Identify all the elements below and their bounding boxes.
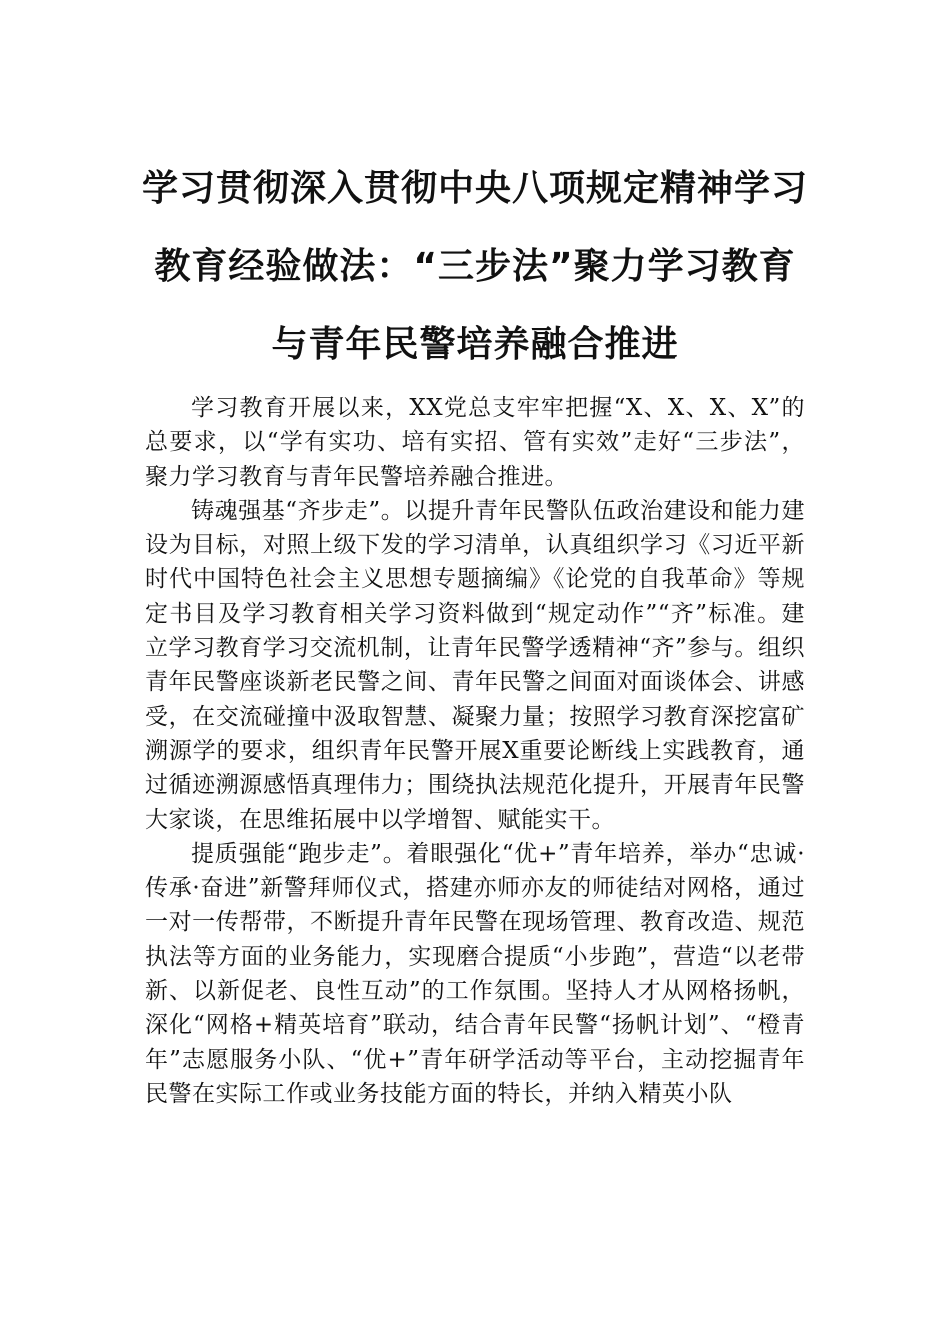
title-line-2: 教育经验做法：“三步法”聚力学习教育 <box>154 246 796 287</box>
title-line-3: 与青年民警培养融合推进 <box>271 324 679 365</box>
title-line-1: 学习贯彻深入贯彻中央八项规定精神学习 <box>141 168 808 209</box>
paragraph-step-one: 铸魂强基“齐步走”。以提升青年民警队伍政治建设和能力建设为目标，对照上级下发的学习清单，认真组织学习《习近平新时代中国特色社会主义思想专题摘编》《论党的自我革命》等规定书目及学习教育相关学习资料做到“规定动作”“齐”标准。建立学习教育学习交流机制，让青年民警学透精神“齐”参与。组织青年民警座谈新老民警之间、青年民警之间面对面谈体会、讲感受，在交流碰撞中汲取智慧、凝聚力量；按照学习教育深挖富矿溯源学的要求，组织青年民警开展X重要论断线上实践教育，通过循迹溯源感悟真理伟力；围绕执法规范化提升，开展青年民警大家谈，在思维拓展中以学增智、赋能实干。 <box>145 497 805 833</box>
document-title <box>120 150 830 384</box>
paragraph-step-two: 提质强能“跑步走”。着眼强化“优+”青年培养，举办“忠诚·传承·奋进”新警拜师仪式，搭建亦师亦友的师徒结对网格，通过一对一传帮带，不断提升青年民警在现场管理、教育改造、规范执法等方面的业务能力，实现磨合提质“小步跑”，营造“以老带新、以新促老、良性互动”的工作氛围。坚持人才从网格扬帆，深化“网格+精英培育”联动，结合青年民警“扬帆计划”、“橙青年”志愿服务小队、“优+”青年研学活动等平台，主动挖掘青年民警在实际工作或业务技能方面的特长，并纳入精英小队 <box>145 840 805 1107</box>
document-body <box>145 391 805 1111</box>
paragraph-intro: 学习教育开展以来，XX党总支牢牢把握“X、X、X、X”的总要求，以“学有实功、培有实招、管有实效”走好“三步法”，聚力学习教育与青年民警培养融合推进。 <box>145 395 805 490</box>
